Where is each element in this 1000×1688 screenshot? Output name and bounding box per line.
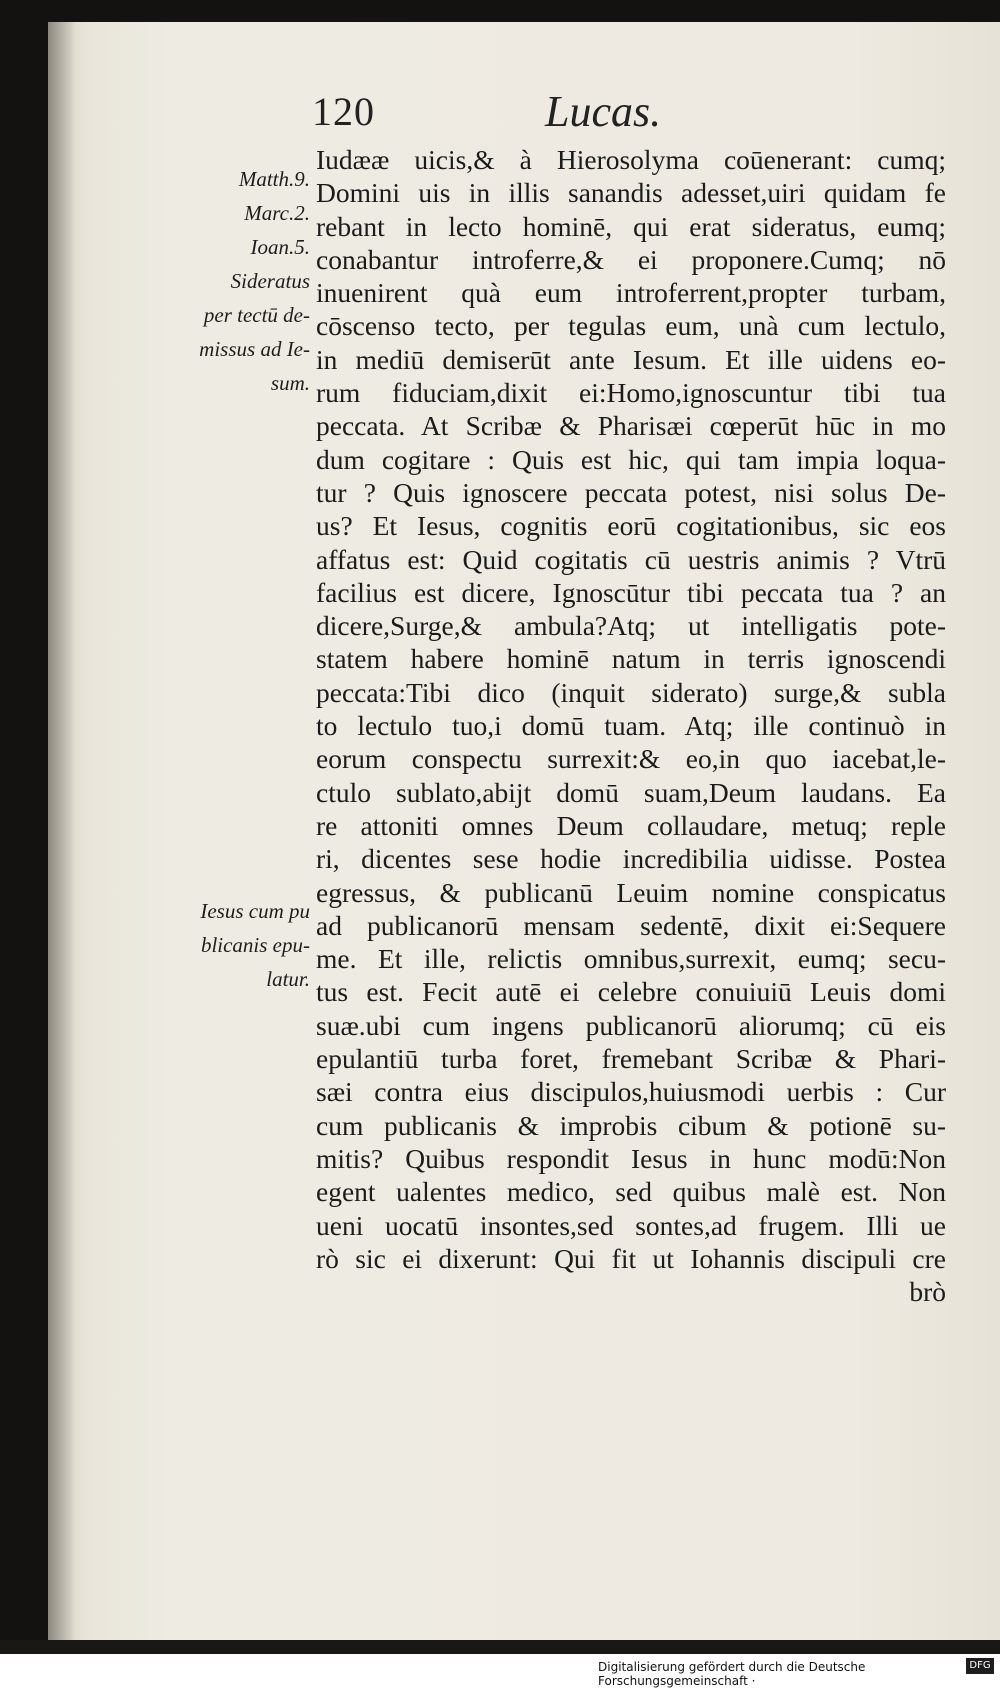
margin-note-line: missus ad Ie- <box>199 337 310 361</box>
text-line: eorum conspectu surrexit:& eo,in quo iacebat,le- <box>316 743 946 775</box>
text-line: cum publicanis & improbis cibum & potionē su- <box>316 1109 946 1141</box>
text-line: ueni uocatū insontes,sed sontes,ad frugem. Illi ue <box>316 1209 946 1241</box>
text-line: suæ.ubi cum ingens publicanorū aliorumq; cū eis <box>316 1009 946 1041</box>
body-text <box>316 143 946 1308</box>
text-line: dum cogitare : Quis est hic, qui tam impia loqua- <box>316 443 946 475</box>
text-line: conabantur introferre,& ei proponere.Cumq; nō <box>316 243 946 275</box>
text-line: Iudææ uicis,& à Hierosolyma coūenerant: cumq; <box>316 144 946 175</box>
text-line: egressus, & publicanū Leuim nomine conspicatus <box>316 876 946 908</box>
text-line: statem habere hominē natum in terris ignoscendi <box>316 643 946 675</box>
text-line: sæi contra eius discipulos,huiusmodi uerbis : Cur <box>316 1076 946 1108</box>
text-line: ad publicanorū mensam sedentē, dixit ei:Sequere <box>316 909 946 941</box>
text-line: peccata. At Scribæ & Pharisæi cœperūt hūc in mo <box>316 410 946 442</box>
text-line: mitis? Quibus respondit Iesus in hunc modū:Non <box>316 1142 946 1174</box>
digitization-credit: Digitalisierung gefördert durch die Deutsche Forschungsgemeinschaft · <box>598 1660 866 1688</box>
margin-note-line: Marc.2. <box>244 201 310 225</box>
text-line: me. Et ille, relictis omnibus,surrexit, eumq; secu- <box>316 943 946 975</box>
margin-note-line: sum. <box>270 371 310 395</box>
text-line: in mediū demiserūt ante Iesum. Et ille uidens eo- <box>316 343 946 375</box>
text-line: cōscenso tecto, per tegulas eum, unà cum lectulo, <box>316 310 946 342</box>
text-line: ctulo sublato,abijt domū suam,Deum laudans. Ea <box>316 776 946 808</box>
text-line: egent ualentes medico, sed quibus malè est. Non <box>316 1176 946 1208</box>
text-line: re attoniti omnes Deum collaudare, metuq; reple <box>316 809 946 841</box>
text-line: brò <box>909 1276 946 1308</box>
text-line: epulantiū turba foret, fremebant Scribæ & Phari- <box>316 1043 946 1075</box>
text-line: rebant in lecto hominē, qui erat sideratus, eumq; <box>316 210 946 242</box>
text-line: affatus est: Quid cogitatis cū uestris animis ? Vtrū <box>316 543 946 575</box>
dfg-logo: DFG <box>966 1658 994 1674</box>
text-line: rò sic ei dixerunt: Qui fit ut Iohannis discipuli cre <box>316 1242 946 1274</box>
text-line: tur ? Quis ignoscere peccata potest, nisi solus De- <box>316 476 946 508</box>
margin-note-line: latur. <box>266 967 310 991</box>
text-line: tus est. Fecit autē ei celebre conuiuiū Leuis domi <box>316 976 946 1008</box>
text-line: facilius est dicere, Ignoscūtur tibi peccata tua ? an <box>316 576 946 608</box>
spine-shadow <box>48 22 76 1642</box>
margin-note-line: blicanis epu- <box>200 933 310 957</box>
margin-note-line: Iesus cum pu <box>200 899 310 923</box>
page-number: 120 <box>312 89 375 134</box>
text-line: Domini uis in illis sanandis adesset,uiri quidam fe <box>316 177 946 209</box>
margin-note <box>150 894 310 996</box>
text-line: us? Et Iesus, cognitis eorū cogitationibus, sic eos <box>316 510 946 542</box>
scan-bottom-edge <box>0 1640 1000 1654</box>
margin-note-line: per tectū de- <box>203 303 310 327</box>
text-line: inuenirent quà eum introferrent,propter turbam, <box>316 277 946 309</box>
margin-note-line: Matth.9. <box>238 167 310 191</box>
text-line: ri, dicentes sese hodie incredibilia uidisse. Postea <box>316 843 946 875</box>
margin-note <box>150 162 310 400</box>
text-line: to lectulo tuo,i domū tuam. Atq; ille continuò in <box>316 710 946 742</box>
margin-note-line: Ioan.5. <box>250 235 310 259</box>
running-title: Lucas. <box>545 87 662 136</box>
text-line: dicere,Surge,& ambula?Atq; ut intelligatis pote- <box>316 610 946 642</box>
margin-note-line: Sideratus <box>230 269 310 293</box>
text-line: peccata:Tibi dico (inquit siderato) surge,& subla <box>316 676 946 708</box>
text-line: rum fiduciam,dixit ei:Homo,ignoscuntur tibi tua <box>316 377 946 409</box>
